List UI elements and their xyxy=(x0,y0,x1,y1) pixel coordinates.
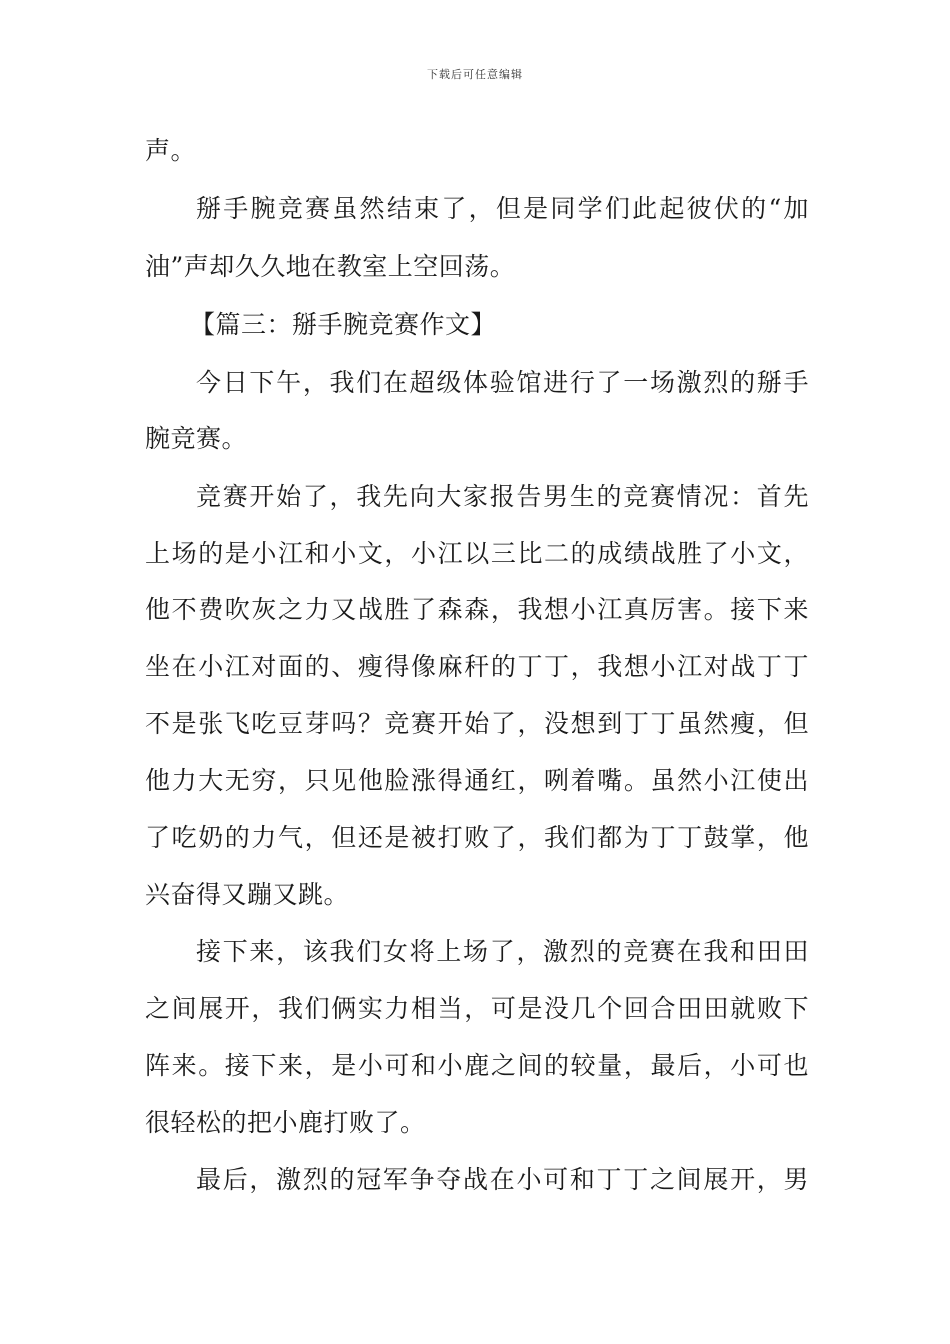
text-line: 腕竞赛。 xyxy=(145,424,248,453)
text-line: 油”声却久久地在教室上空回荡。 xyxy=(145,252,516,281)
text-line: 阵来。接下来，是小可和小鹿之间的较量，最后，小可也 xyxy=(145,1051,809,1080)
text-line: 掰手腕竞赛虽然结束了，但是同学们此起彼伏的“加 xyxy=(196,194,809,223)
text-line: 今日下午，我们在超级体验馆进行了一场激烈的掰手 xyxy=(196,368,809,397)
section-heading: 【篇三：掰手腕竞赛作文】 xyxy=(190,310,497,339)
text-line: 他力大无穷，只见他脸涨得通红，咧着嘴。虽然小江使出 xyxy=(145,766,809,795)
text-line: 不是张飞吃豆芽吗？竞赛开始了，没想到丁丁虽然瘦，但 xyxy=(145,709,809,738)
text-line: 坐在小江对面的、瘦得像麻秆的丁丁，我想小江对战丁丁 xyxy=(145,652,809,681)
text-line: 他不费吹灰之力又战胜了森森，我想小江真厉害。接下来 xyxy=(145,595,809,624)
text-line: 上场的是小江和小文，小江以三比二的成绩战胜了小文， xyxy=(145,539,809,568)
text-line: 了吃奶的力气，但还是被打败了，我们都为丁丁鼓掌，他 xyxy=(145,823,809,852)
text-line: 很轻松的把小鹿打败了。 xyxy=(145,1108,426,1137)
text-line: 兴奋得又蹦又跳。 xyxy=(145,880,350,909)
text-line: 之间展开，我们俩实力相当，可是没几个回合田田就败下 xyxy=(145,994,809,1023)
page-header: 下载后可任意编辑 xyxy=(427,68,523,81)
text-line: 接下来，该我们女将上场了，激烈的竞赛在我和田田 xyxy=(196,937,809,966)
text-line: 声。 xyxy=(145,136,197,165)
text-line: 竞赛开始了，我先向大家报告男生的竞赛情况：首先 xyxy=(196,482,809,511)
text-line: 最后，激烈的冠军争夺战在小可和丁丁之间展开，男 xyxy=(196,1165,809,1194)
